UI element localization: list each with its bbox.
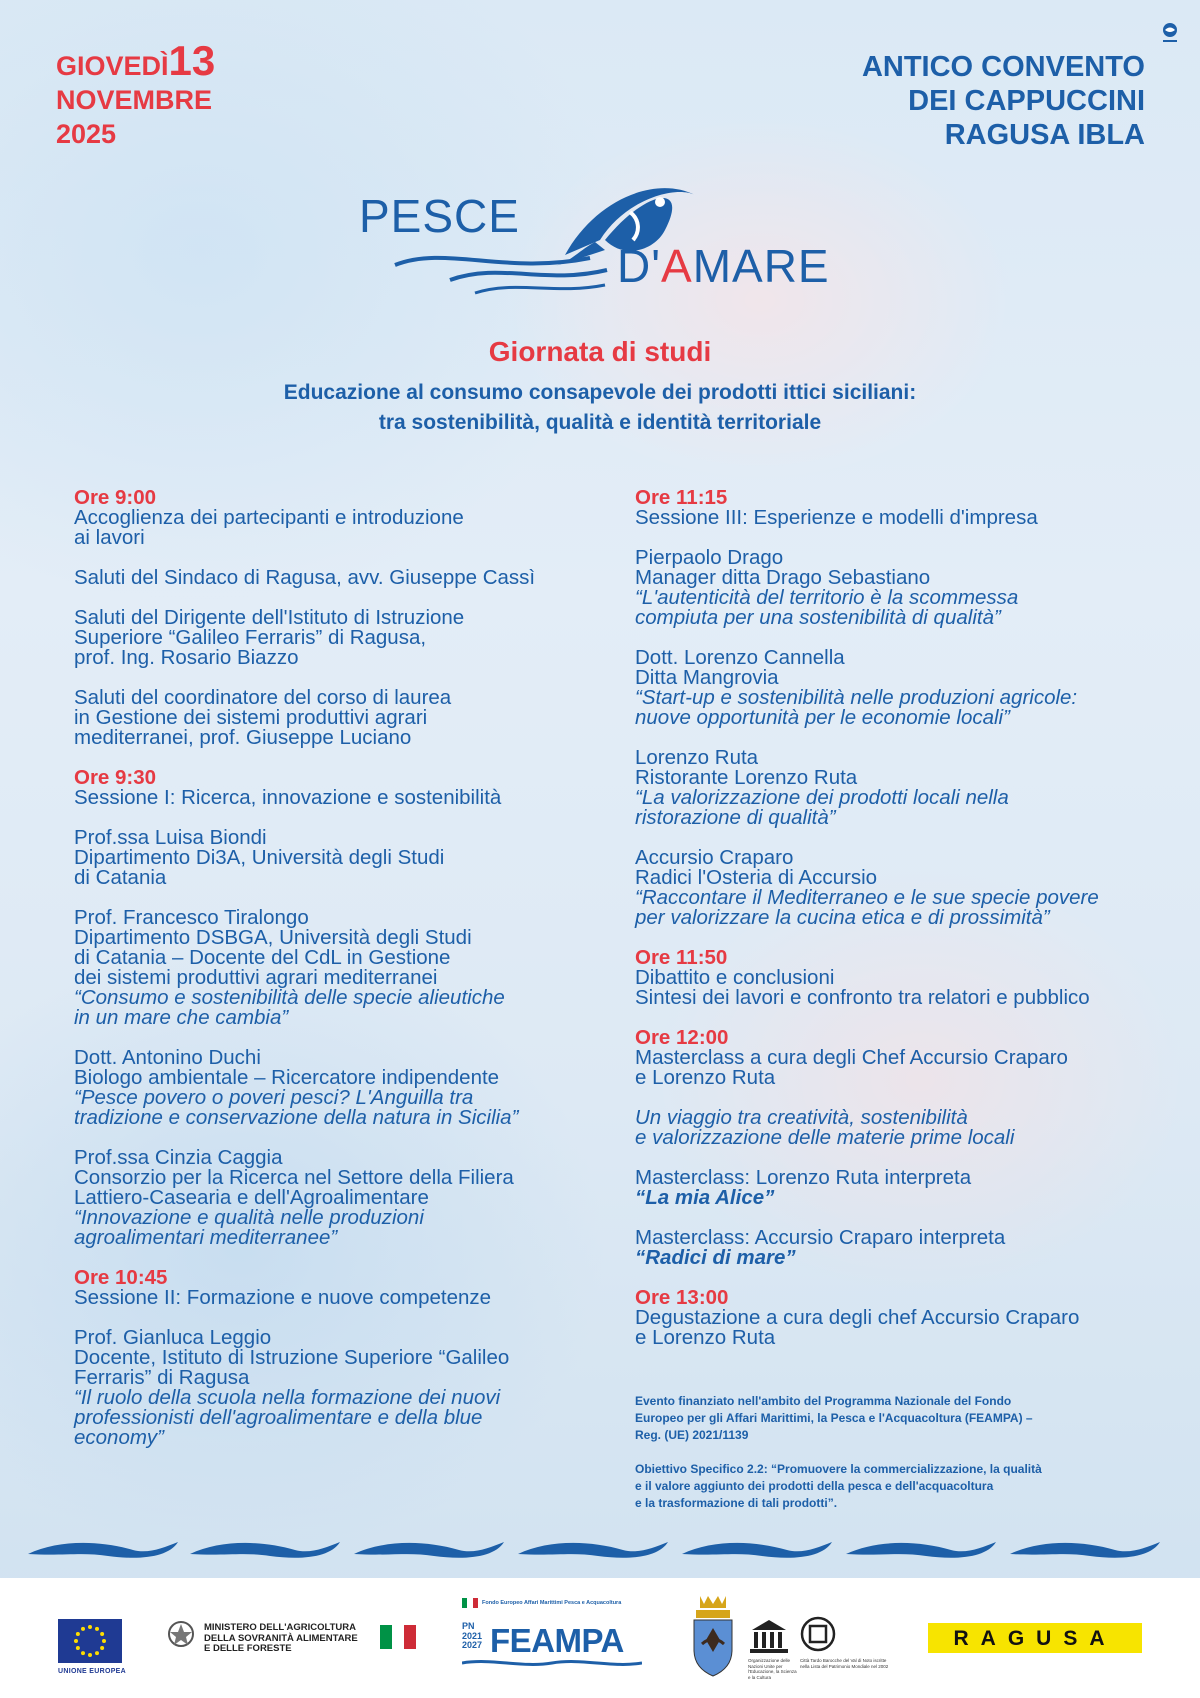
program-entry xyxy=(635,1168,1155,1208)
program-text: Dott. Lorenzo Cannella xyxy=(635,646,845,669)
program-text: Dott. Antonino Duchi xyxy=(74,1046,261,1069)
program-talk-title: nuove opportunità per le economie locali” xyxy=(635,706,1010,729)
program-text: ai lavori xyxy=(74,526,145,549)
program-entry xyxy=(74,488,594,548)
eu-star-icon xyxy=(74,1639,78,1643)
ragusa-coat-of-arms-icon xyxy=(688,1592,738,1684)
program-talk-title: “Consumo e sostenibilità delle specie alieutiche xyxy=(74,986,505,1009)
eu-star-icon xyxy=(76,1646,80,1650)
venue xyxy=(862,50,1145,152)
eu-star-icon xyxy=(100,1632,104,1636)
date-day-number: 13 xyxy=(168,37,216,84)
program-talk-title: “Il ruolo della scuola nella formazione dei nuovi xyxy=(74,1386,501,1409)
feampa-flag-icon xyxy=(462,1598,478,1608)
program-entry xyxy=(635,488,1155,528)
program-text: Saluti del Sindaco di Ragusa, avv. Giuseppe Cassì xyxy=(74,566,536,589)
unesco-label: Organizzazione delle Nazioni Unite per l'Educazione, la Scienza e la Cultura xyxy=(748,1658,797,1680)
sponsor-footer xyxy=(0,1578,1200,1698)
program-talk-title: in un mare che cambia” xyxy=(74,1006,289,1029)
logo-word-damare: D'AMARE xyxy=(617,240,830,292)
program-text: Accursio Craparo xyxy=(635,846,794,869)
program-time: Ore 9:30 xyxy=(74,766,157,789)
feampa-wordmark: FEAMPA xyxy=(490,1622,624,1659)
funding-line: Evento finanziato nell'ambito del Programma Nazionale del Fondo xyxy=(635,1394,1012,1408)
program-text: Ristorante Lorenzo Ruta xyxy=(635,766,858,789)
eu-flag-icon xyxy=(58,1619,122,1663)
date-day-label: GIOVEDÌ xyxy=(56,51,169,81)
wave-icon xyxy=(354,1542,504,1558)
program-entry xyxy=(635,1288,1155,1348)
program-text: Masterclass a cura degli Chef Accursio Craparo xyxy=(635,1046,1068,1069)
program-text: Radici l'Osteria di Accursio xyxy=(635,866,878,889)
eu-star-icon xyxy=(95,1651,99,1655)
italy-flag-icon xyxy=(380,1625,416,1649)
eu-star-icon xyxy=(88,1625,92,1629)
eu-star-icon xyxy=(81,1651,85,1655)
program-talk-title: “Start-up e sostenibilità nelle produzioni agricole: xyxy=(635,686,1078,709)
program-text: Sessione II: Formazione e nuove competenze xyxy=(74,1286,492,1309)
program-talk-title: “Raccontare il Mediterraneo e le sue specie povere xyxy=(635,886,1099,909)
wave-icon xyxy=(1010,1542,1160,1558)
date-year: 2025 xyxy=(56,119,117,149)
logo-word-pesce: PESCE xyxy=(359,190,520,242)
program-left-column xyxy=(74,488,594,1468)
eu-star-icon xyxy=(102,1639,106,1643)
wave-icon xyxy=(28,1542,178,1558)
program-talk-title: e valorizzazione delle materie prime locali xyxy=(635,1126,1015,1149)
wave-lines-icon xyxy=(395,258,607,293)
decorative-waves-icon xyxy=(0,1532,1200,1572)
program-text: Dibattito e conclusioni xyxy=(635,966,835,989)
program-entry xyxy=(635,1228,1155,1268)
pesce-damare-logo xyxy=(355,170,855,300)
date-month: NOVEMBRE xyxy=(56,85,213,115)
objective-line: e la trasformazione di tali prodotti”. xyxy=(635,1496,838,1510)
eu-star-icon xyxy=(76,1632,80,1636)
program-talk-title: compiuta per una sostenibilità di qualità” xyxy=(635,606,1001,629)
program-talk-title: “L'autenticità del territorio è la scommessa xyxy=(635,586,1019,609)
program-entry xyxy=(635,1028,1155,1088)
program-talk-title: “La valorizzazione dei prodotti locali nella xyxy=(635,786,1009,809)
feampa-wave-icon xyxy=(462,1658,642,1668)
program-talk-title: tradizione e conservazione della natura in Sicilia” xyxy=(74,1106,519,1129)
program-time: Ore 13:00 xyxy=(635,1286,729,1309)
program-text: Sintesi dei lavori e confronto tra relatori e pubblico xyxy=(635,986,1090,1009)
program-entry xyxy=(74,908,594,1028)
venue-line: DEI CAPPUCCINI xyxy=(908,85,1145,117)
ragusa-logo: RAGUSA xyxy=(928,1623,1142,1653)
program-entry xyxy=(635,948,1155,1008)
wave-icon xyxy=(682,1542,832,1558)
program-talk-title: “Pesce povero o poveri pesci? L'Anguilla tra xyxy=(74,1086,474,1109)
feampa-fund-name: Fondo Europeo Affari Marittimi Pesca e Acquacoltura xyxy=(482,1600,622,1606)
program-entry xyxy=(635,648,1155,728)
program-text: e Lorenzo Ruta xyxy=(635,1066,776,1089)
program-text: Accoglienza dei partecipanti e introduzione xyxy=(74,506,464,529)
program-text: in Gestione dei sistemi produttivi agrari xyxy=(74,706,428,729)
program-entry xyxy=(74,1148,594,1248)
program-text: Pierpaolo Drago xyxy=(635,546,784,569)
program-entry xyxy=(74,1048,594,1128)
objective-note xyxy=(635,1461,1155,1512)
program-time: Ore 11:15 xyxy=(635,486,728,509)
program-talk-title: economy” xyxy=(74,1426,165,1449)
program-text: Prof. Gianluca Leggio xyxy=(74,1326,272,1349)
program-entry xyxy=(74,768,594,808)
program-text: Prof.ssa Cinzia Caggia xyxy=(74,1146,283,1169)
program-entry xyxy=(635,848,1155,928)
eu-label: UNIONE EUROPEA xyxy=(58,1668,126,1675)
wave-icon xyxy=(846,1542,996,1558)
world-heritage-label: Città Tardo Barocche del Val di Noto iscritte nella Lista del Patrimonio Mondiale nel 2002 xyxy=(800,1658,889,1669)
program-text: Dipartimento DSBGA, Università degli Studi xyxy=(74,926,472,949)
program-text: mediterranei, prof. Giuseppe Luciano xyxy=(74,726,412,749)
program-talk-title: agroalimentari mediterranee” xyxy=(74,1226,338,1249)
program-entry xyxy=(74,568,594,588)
program-text: Lattiero-Casearia e dell'Agroalimentare xyxy=(74,1186,429,1209)
objective-line: Obiettivo Specifico 2.2: “Promuovere la commercializzazione, la qualità xyxy=(635,1462,1042,1476)
venue-line: RAGUSA IBLA xyxy=(944,119,1145,151)
program-text: di Catania xyxy=(74,866,167,889)
program-talk-title: ristorazione di qualità” xyxy=(635,806,836,829)
program-right-column xyxy=(635,488,1155,1368)
program-entry xyxy=(635,748,1155,828)
eu-star-icon xyxy=(95,1627,99,1631)
program-text: e Lorenzo Ruta xyxy=(635,1326,776,1349)
program-dish-title: “La mia Alice” xyxy=(635,1186,775,1209)
funding-line: Europeo per gli Affari Marittimi, la Pesca e l'Acquacoltura (FEAMPA) – xyxy=(635,1411,1033,1425)
eu-star-icon xyxy=(100,1646,104,1650)
objective-line: e il valore aggiunto dei prodotti della pesca e dell'acquacoltura xyxy=(635,1479,994,1493)
world-heritage-icon xyxy=(800,1616,836,1652)
program-text: Masterclass: Lorenzo Ruta interpreta xyxy=(635,1166,972,1189)
program-text: Manager ditta Drago Sebastiano xyxy=(635,566,931,589)
pn-line: 2027 xyxy=(462,1640,483,1650)
ministry-line: DELLA SOVRANITÀ ALIMENTARE xyxy=(204,1632,358,1644)
wave-icon xyxy=(518,1542,668,1558)
program-text: Saluti del Dirigente dell'Istituto di Istruzione xyxy=(74,606,465,629)
program-entry xyxy=(635,1108,1155,1148)
program-text: dei sistemi produttivi agrari mediterranei xyxy=(74,966,438,989)
program-entry xyxy=(74,828,594,888)
subtitle-line: tra sostenibilità, qualità e identità territoriale xyxy=(378,411,822,434)
event-subtitle xyxy=(0,378,1200,438)
program-entry xyxy=(74,688,594,748)
ministry-line: E DELLE FORESTE xyxy=(204,1643,292,1654)
program-time: Ore 10:45 xyxy=(74,1266,168,1289)
program-text: Prof. Francesco Tiralongo xyxy=(74,906,309,929)
program-text: Superiore “Galileo Ferraris” di Ragusa, xyxy=(74,626,427,649)
program-text: Degustazione a cura degli chef Accursio Craparo xyxy=(635,1306,1080,1329)
program-text: Dipartimento Di3A, Università degli Studi xyxy=(74,846,445,869)
program-time: Ore 12:00 xyxy=(635,1026,729,1049)
event-title: Giornata di studi xyxy=(488,336,712,367)
program-text: Prof.ssa Luisa Biondi xyxy=(74,826,267,849)
corner-logo-icon xyxy=(1160,22,1180,46)
venue-line: ANTICO CONVENTO xyxy=(861,51,1145,83)
program-entry xyxy=(74,1328,594,1448)
ministry-line: MINISTERO DELL'AGRICOLTURA xyxy=(204,1622,356,1633)
program-text: Sessione III: Esperienze e modelli d'impresa xyxy=(635,506,1038,529)
program-text: Ditta Mangrovia xyxy=(635,666,779,689)
program-time: Ore 11:50 xyxy=(635,946,728,969)
program-talk-title: professionisti dell'agroalimentare e della blue xyxy=(74,1406,483,1429)
program-talk-title: “Innovazione e qualità nelle produzioni xyxy=(74,1206,424,1229)
ministry-name xyxy=(204,1623,374,1655)
program-text: Saluti del coordinatore del corso di laurea xyxy=(74,686,452,709)
eu-star-icon xyxy=(88,1653,92,1657)
program-text: Masterclass: Accursio Craparo interpreta xyxy=(635,1226,1006,1249)
program-text: Ferraris” di Ragusa xyxy=(74,1366,250,1389)
program-time: Ore 9:00 xyxy=(74,486,157,509)
program-entry xyxy=(74,608,594,668)
funding-note xyxy=(635,1393,1155,1444)
program-text: Sessione I: Ricerca, innovazione e sostenibilità xyxy=(74,786,502,809)
pn-line: 2021 xyxy=(462,1630,483,1641)
program-entry xyxy=(74,1268,594,1308)
italian-emblem-icon xyxy=(166,1618,196,1652)
program-dish-title: “Radici di mare” xyxy=(635,1246,796,1269)
program-entry xyxy=(635,548,1155,628)
program-text: Biologo ambientale – Ricercatore indipendente xyxy=(74,1066,500,1089)
program-text: Consorzio per la Ricerca nel Settore della Filiera xyxy=(74,1166,514,1189)
subtitle-line: Educazione al consumo consapevole dei prodotti ittici siciliani: xyxy=(283,381,917,404)
program-text: Docente, Istituto di Istruzione Superiore “Galileo xyxy=(74,1346,510,1369)
feampa-period xyxy=(462,1622,482,1651)
program-text: Lorenzo Ruta xyxy=(635,746,759,769)
funding-line: Reg. (UE) 2021/1139 xyxy=(635,1428,749,1442)
program-text: di Catania – Docente del CdL in Gestione xyxy=(74,946,451,969)
event-date xyxy=(56,37,216,151)
eu-star-icon xyxy=(81,1627,85,1631)
program-talk-title: Un viaggio tra creatività, sostenibilità xyxy=(635,1106,968,1129)
program-text: prof. Ing. Rosario Biazzo xyxy=(74,646,299,669)
unesco-temple-icon xyxy=(748,1616,790,1656)
program-talk-title: per valorizzare la cucina etica e di prossimità” xyxy=(635,906,1050,929)
wave-icon xyxy=(190,1542,340,1558)
pn-line: PN xyxy=(462,1621,475,1631)
